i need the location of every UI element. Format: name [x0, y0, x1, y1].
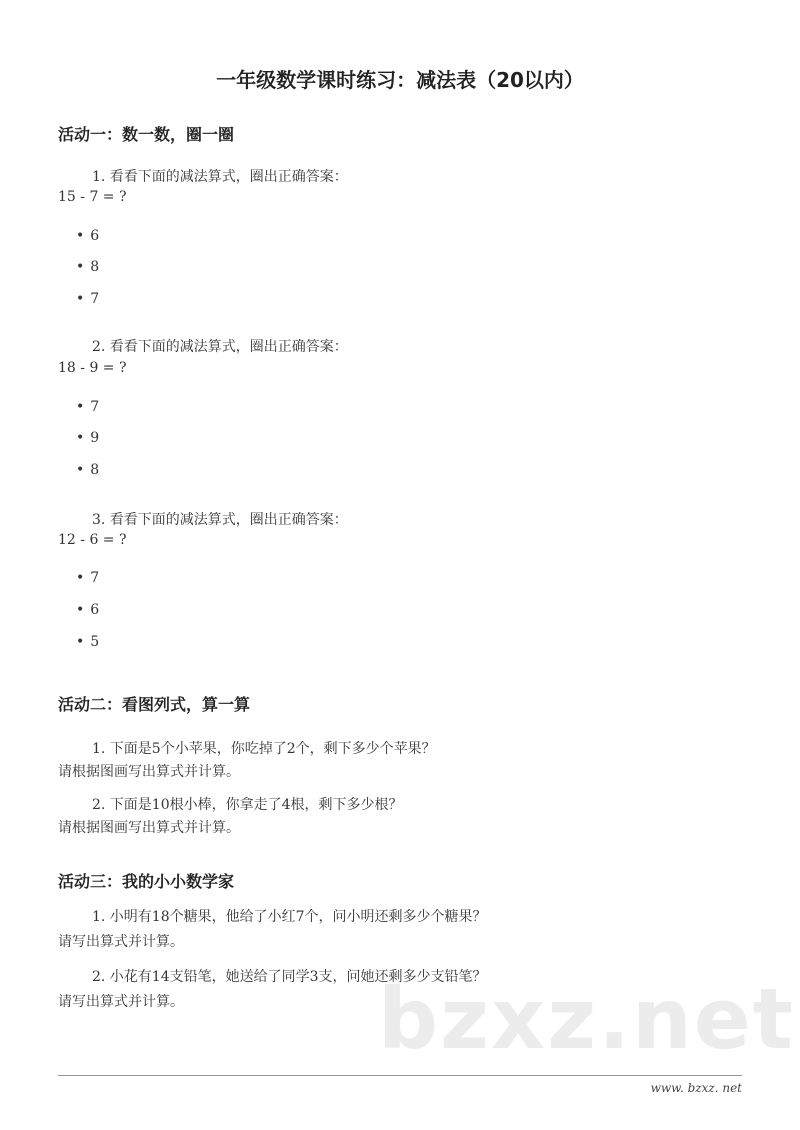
activity3-heading: 活动三：我的小小数学家 — [58, 872, 235, 891]
answer-option[interactable]: • 5 — [76, 634, 99, 650]
question-prompt: 1. 下面是5个小苹果，你吃掉了2个，剩下多少个苹果？ — [92, 741, 436, 757]
question-instruction: 请根据图画写出算式并计算。 — [58, 764, 240, 780]
question-prompt: 2. 下面是10根小棒，你拿走了4根，剩下多少根？ — [92, 797, 403, 813]
question-prompt: 3. 看看下面的减法算式，圈出正确答案： — [92, 512, 348, 528]
answer-option[interactable]: • 7 — [76, 570, 99, 586]
question-instruction: 请根据图画写出算式并计算。 — [58, 820, 240, 836]
question-prompt: 2. 小花有14支铅笔，她送给了同学3支，问她还剩多少支铅笔？ — [92, 969, 487, 985]
equation: 15 - 7 = ? — [58, 189, 127, 205]
page-title: 一年级数学课时练习：减法表（20以内） — [216, 68, 584, 92]
answer-option[interactable]: • 7 — [76, 399, 99, 415]
answer-option[interactable]: • 6 — [76, 602, 99, 618]
footer-divider — [58, 1075, 742, 1076]
watermark: bzxz.net — [378, 970, 795, 1068]
question-prompt: 1. 看看下面的减法算式，圈出正确答案： — [92, 169, 348, 185]
answer-option[interactable]: • 8 — [76, 462, 99, 478]
answer-option[interactable]: • 7 — [76, 291, 99, 307]
question-prompt: 1. 小明有18个糖果，他给了小红7个，问小明还剩多少个糖果？ — [92, 909, 487, 925]
activity1-heading: 活动一：数一数，圈一圈 — [58, 125, 235, 144]
answer-option[interactable]: • 9 — [76, 430, 99, 446]
question-instruction: 请写出算式并计算。 — [58, 934, 184, 950]
question-prompt: 2. 看看下面的减法算式，圈出正确答案： — [92, 339, 348, 355]
equation: 18 - 9 = ? — [58, 360, 127, 376]
footer-url: www. bzxz. net — [650, 1081, 742, 1095]
answer-option[interactable]: • 8 — [76, 259, 99, 275]
equation: 12 - 6 = ? — [58, 532, 127, 548]
activity2-heading: 活动二：看图列式，算一算 — [58, 695, 251, 714]
answer-option[interactable]: • 6 — [76, 228, 99, 244]
question-instruction: 请写出算式并计算。 — [58, 994, 184, 1010]
